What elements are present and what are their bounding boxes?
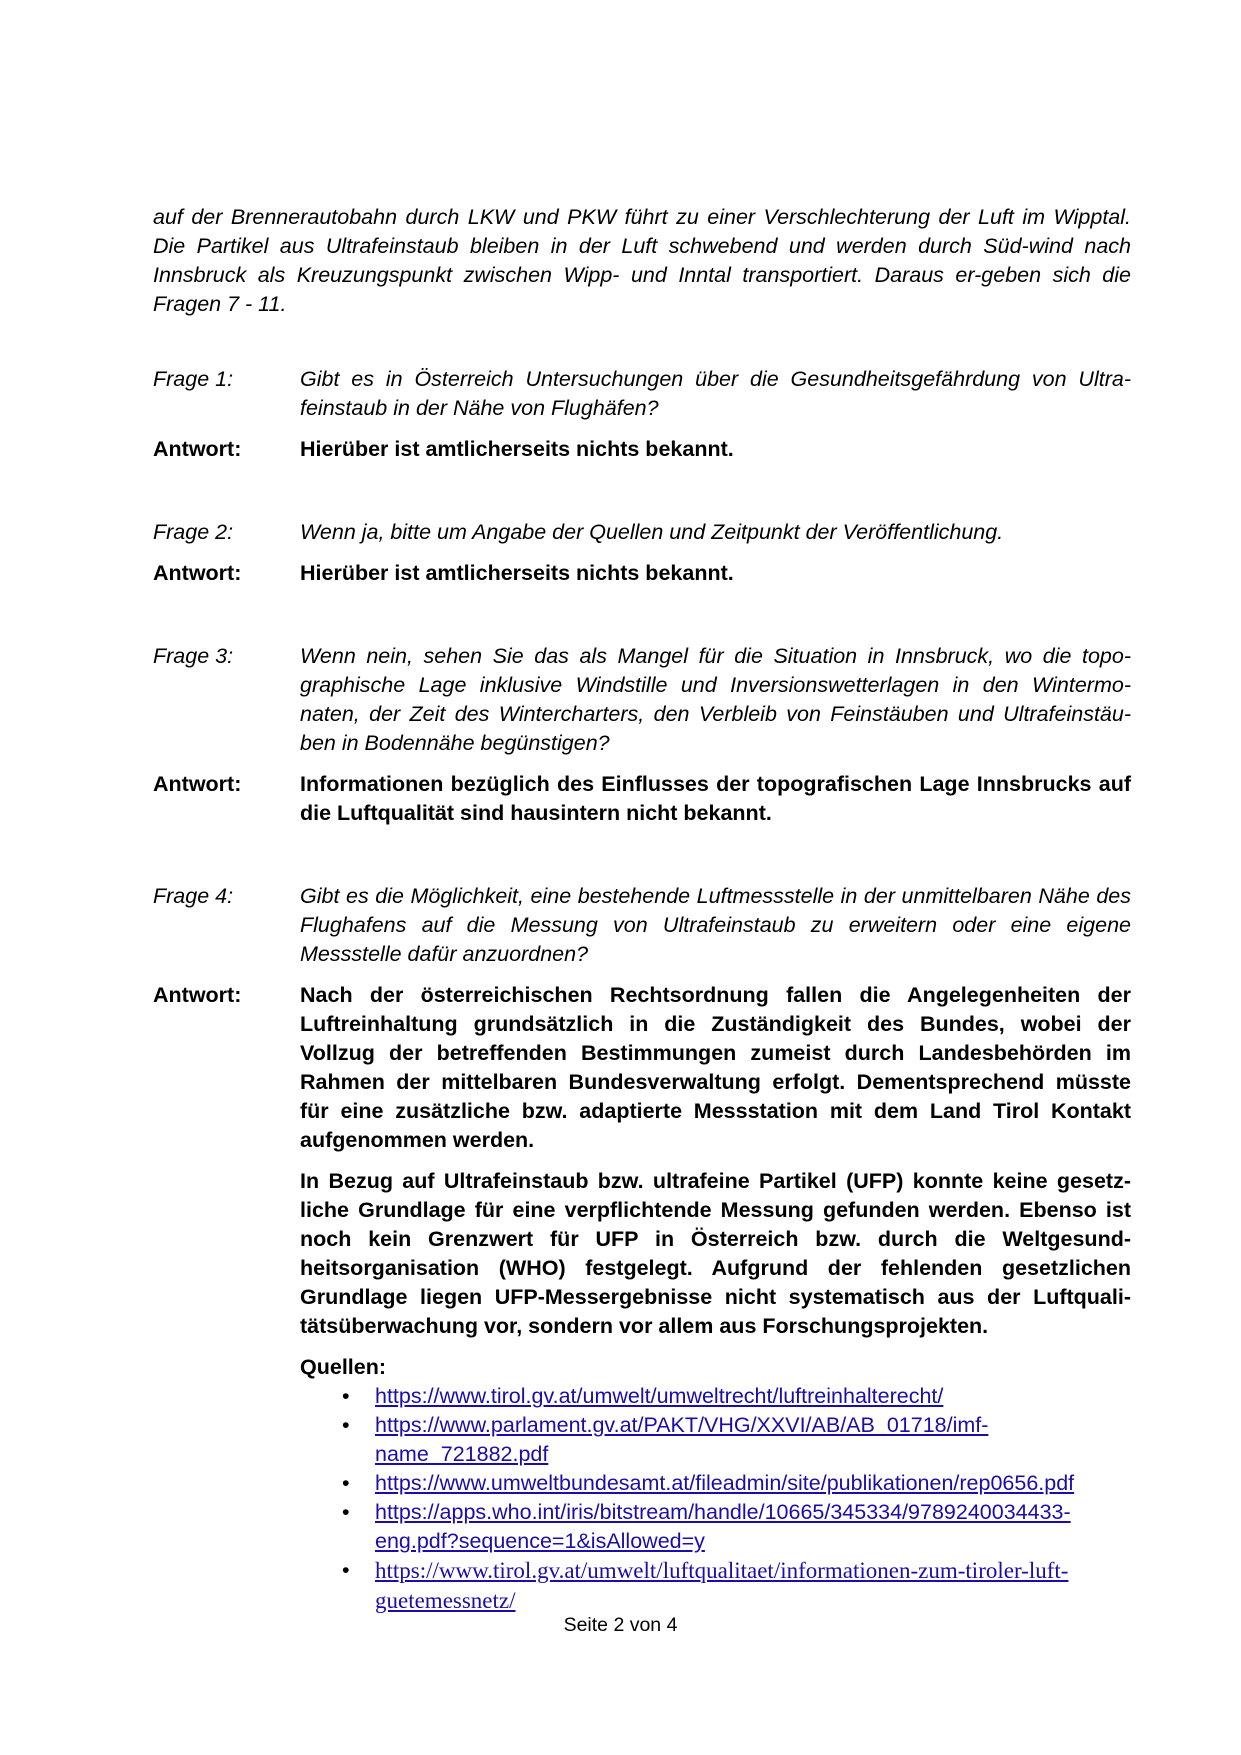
source-item <box>300 1556 1131 1616</box>
question-row <box>153 518 1131 547</box>
answer-label: Antwort: <box>153 561 242 585</box>
source-link-1[interactable]: https://www.tirol.gv.at/umwelt/umweltrecht/luftreinhalterecht/ <box>375 1384 944 1408</box>
qa-block-1 <box>153 365 1131 464</box>
question-row <box>153 365 1131 423</box>
answer-row <box>153 435 1131 464</box>
answer-label: Antwort: <box>153 437 242 461</box>
bullet-icon: • <box>342 1500 350 1524</box>
source-item <box>300 1382 1131 1411</box>
source-link-4[interactable]: https://apps.who.int/iris/bitstream/handle/10665/345334/9789240034433-eng.pdf?sequence=1&isAllowed=y <box>375 1500 1071 1553</box>
question-text: Gibt es die Möglichkeit, eine bestehende Luftmessstelle in der unmittelbaren Nähe des Flughafens auf die Messung von Ultrafeinstaub zu erweitern oder eine eigene Messstelle dafür anzuordnen? <box>300 884 1131 966</box>
answer-row <box>153 559 1131 588</box>
bullet-icon: • <box>342 1413 350 1437</box>
answer-paragraph-1: Nach der österreichischen Rechtsordnung fallen die Angelegenheiten der Luftreinhaltung grundsätzlich in die Zuständigkeit des Bundes, wobei der Vollzug der betreffenden Bestimmungen zumeist durch Landesbehörden im Rahmen der mittelbaren Bundesverwaltung erfolgt. Dementsprechend müsste für eine zusätzliche bzw. adaptierte Messstation mit dem Land Tirol Kontakt aufgenommen werden. <box>300 983 1131 1152</box>
bullet-icon: • <box>342 1384 350 1408</box>
question-text: Wenn nein, sehen Sie das als Mangel für die Situation in Innsbruck, wo die topo-graphische Lage inklusive Windstille und Inversionswetterlagen in den Wintermo-naten, der Zeit des Wintercharters, den Verbleib von Feinstäuben und Ultrafeinstäu-ben in Bodennähe begünstigen? <box>300 644 1131 755</box>
question-label: Frage 4: <box>153 884 234 908</box>
question-text: Gibt es in Österreich Untersuchungen über die Gesundheitsgefährdung von Ultra-feinstaub in der Nähe von Flughäfen? <box>300 367 1131 420</box>
qa-block-4 <box>153 882 1131 1616</box>
answer-row <box>153 770 1131 828</box>
answer-text: Hierüber ist amtlicherseits nichts bekannt. <box>300 437 734 461</box>
answer-content <box>300 981 1131 1616</box>
answer-paragraph-2: In Bezug auf Ultrafeinstaub bzw. ultrafeine Partikel (UFP) konnte keine gesetz-liche Grundlage für eine verpflichtende Messung gefunden werden. Ebenso ist noch kein Grenzwert für UFP in Österreich bzw. durch die Weltgesund-heitsorganisation (WHO) festgelegt. Aufgrund der fehlenden gesetzlichen Grundlage liegen UFP-Messergebnisse nicht systematisch aus der Luftquali-tätsüberwachung vor, sondern vor allem aus Forschungsprojekten. <box>300 1169 1131 1338</box>
question-text: Wenn ja, bitte um Angabe der Quellen und Zeitpunkt der Veröffentlichung. <box>300 520 1004 544</box>
source-link-5[interactable]: https://www.tirol.gv.at/umwelt/luftqualitaet/informationen-zum-tiroler-luft-guetemessnetz/ <box>375 1558 1069 1613</box>
question-row <box>153 642 1131 758</box>
answer-label: Antwort: <box>153 772 242 796</box>
question-label: Frage 2: <box>153 520 234 544</box>
intro-paragraph: auf der Brennerautobahn durch LKW und PKW führt zu einer Verschlechterung der Luft im Wipptal. Die Partikel aus Ultrafeinstaub bleiben in der Luft schwebend und werden durch Süd-wind nach Innsbruck als Kreuzungspunkt zwischen Wipp- und Inntal transportiert. Daraus er-geben sich die Fragen 7 - 11. <box>153 205 1131 316</box>
qa-block-3 <box>153 642 1131 828</box>
page-number: Seite 2 von 4 <box>563 1614 678 1636</box>
answer-row <box>153 981 1131 1616</box>
question-label: Frage 1: <box>153 367 234 391</box>
answer-text: Hierüber ist amtlicherseits nichts bekannt. <box>300 561 734 585</box>
source-link-2[interactable]: https://www.parlament.gv.at/PAKT/VHG/XXVI/AB/AB_01718/imf-name_721882.pdf <box>375 1413 989 1466</box>
answer-text: Informationen bezüglich des Einflusses der topografischen Lage Innsbrucks auf die Luftqualität sind hausintern nicht bekannt. <box>300 772 1131 825</box>
bullet-icon: • <box>342 1471 350 1495</box>
sources-heading: Quellen: <box>300 1355 387 1379</box>
qa-block-2 <box>153 518 1131 588</box>
source-item <box>300 1498 1131 1556</box>
question-row <box>153 882 1131 969</box>
sources-list <box>300 1382 1131 1616</box>
source-item <box>300 1469 1131 1498</box>
answer-label: Antwort: <box>153 983 242 1007</box>
source-item <box>300 1411 1131 1469</box>
question-label: Frage 3: <box>153 644 234 668</box>
source-link-3[interactable]: https://www.umweltbundesamt.at/fileadmin/site/publikationen/rep0656.pdf <box>375 1471 1075 1495</box>
bullet-icon: • <box>342 1558 350 1582</box>
